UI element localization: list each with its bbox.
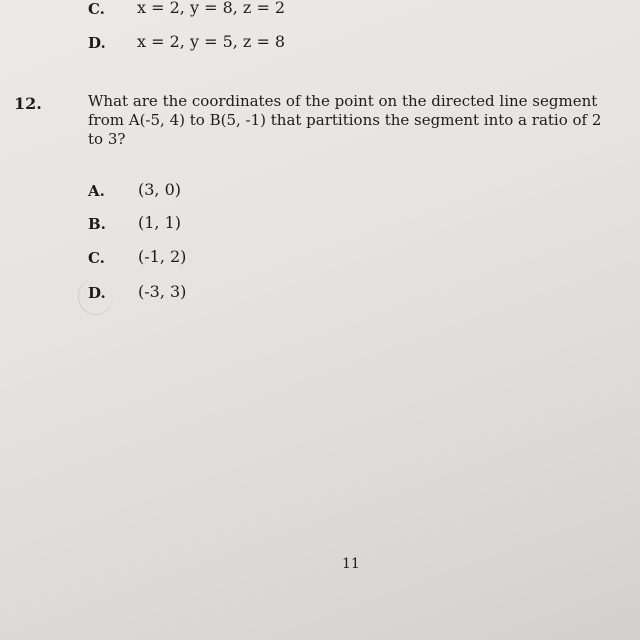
prev-option-c-letter: C. bbox=[88, 0, 105, 18]
option-a-text[interactable]: (3, 0) bbox=[138, 180, 182, 199]
option-c-letter: C. bbox=[88, 249, 105, 267]
prev-option-d-text: x = 2, y = 5, z = 8 bbox=[137, 32, 286, 51]
question-stem-line: to 3? bbox=[88, 130, 126, 148]
prev-option-c-text: x = 2, y = 8, z = 2 bbox=[137, 0, 286, 17]
question-stem-line: from A(-5, 4) to B(5, -1) that partitions the segment into a ratio of 2 bbox=[88, 111, 602, 129]
page-number: 11 bbox=[342, 556, 360, 572]
option-c-text[interactable]: (-1, 2) bbox=[138, 247, 187, 266]
option-a-letter: A. bbox=[88, 182, 105, 200]
option-d-letter: D. bbox=[88, 284, 106, 302]
question-stem bbox=[88, 92, 636, 149]
question-stem-line: What are the coordinates of the point on the directed line segment bbox=[88, 92, 598, 110]
option-b-text[interactable]: (1, 1) bbox=[138, 213, 182, 232]
option-d-text[interactable]: (-3, 3) bbox=[138, 282, 187, 301]
question-number: 12. bbox=[14, 94, 42, 113]
prev-option-d-letter: D. bbox=[88, 34, 106, 52]
option-b-letter: B. bbox=[88, 215, 106, 233]
